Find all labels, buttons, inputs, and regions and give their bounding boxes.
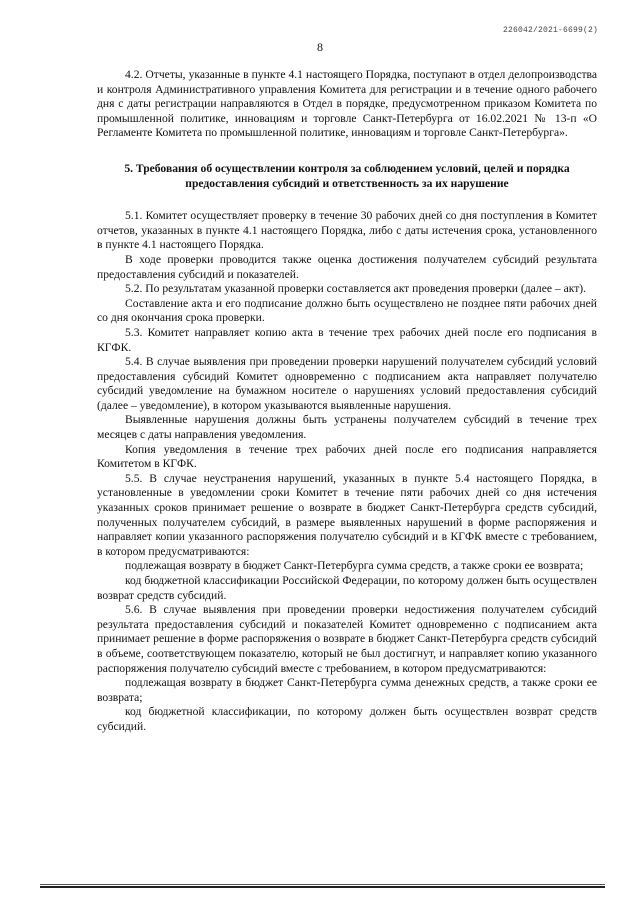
paragraph: 5.4. В случае выявления при проведении проверки нарушений получателем субсидий условий предоставления субсидий Комитет одновременно с подписанием акта направляет получателю субсидий уведомление на бумажном носителе о нарушениях условий предоставления субсидий (далее – уведомление), в котором указываются выявленные нарушения. (97, 355, 597, 412)
paragraph: код бюджетной классификации, по которому должен быть осуществлен возврат средств субсидий. (97, 705, 597, 733)
paragraph-4-2: 4.2. Отчеты, указанные в пункте 4.1 настоящего Порядка, поступают в отдел делопроизводства и контроля Административного управления Комитета для регистрации и в течение одного рабочего дня с даты регистрации направляются в Отдел в порядке, предусмотренном приказом Комитета по промышленной политике, инновациям и торговле Санкт-Петербурга от 16.02.2021 № 13-п «О Регламенте Комитета по промышленной политике, инновациям и торговле Санкт-Петербурга». (97, 68, 597, 140)
paragraph: подлежащая возврату в бюджет Санкт-Петербурга сумма средств, а также сроки ее возврата; (125, 559, 584, 573)
paragraph: 5.5. В случае неустранения нарушений, указанных в пункте 5.4 настоящего Порядка, в установленные в уведомлении сроки Комитет в течение пяти рабочих дней со дня истечения указанных сроков принимает решение о возврате в бюджет Санкт-Петербурга средств субсидий, полученных получателем субсидий, в размере выявленных нарушений в форме распоряжения и направляет копии указанного распоряжения получателю субсидий и в КГФК вместе с требованием, в котором предусматриваются: (97, 471, 597, 558)
paragraph: Копия уведомления в течение трех рабочих дней после его подписания направляется Комитетом в КГФК. (97, 442, 597, 471)
document-body (97, 68, 597, 735)
document-id: 226042/2021-6699(2) (502, 26, 598, 35)
paragraph: Составление акта и его подписание должно быть осуществлено не позднее пяти рабочих дней со дня окончания срока проверки. (97, 296, 597, 325)
paragraph: код бюджетной классификации Российской Федерации, по которому должен быть осуществлен возврат средств субсидий. (97, 574, 597, 602)
paragraph: подлежащая возврату в бюджет Санкт-Петербурга сумма денежных средств, а также сроки ее возврата; (97, 676, 597, 704)
page-number: 8 (317, 40, 323, 54)
paragraph: 5.2. По результатам указанной проверки составляется акт проведения проверки (далее – акт). (125, 282, 587, 296)
paragraph: В ходе проверки проводится также оценка достижения получателем субсидий результата предоставления субсидий и показателей. (97, 252, 597, 281)
paragraph: 5.3. Комитет направляет копию акта в течение трех рабочих дней после его подписания в КГФК. (97, 325, 597, 354)
paragraph: 5.6. В случае выявления при проведении проверки недостижения получателем субсидий результата предоставления субсидий и показателей Комитет одновременно с подписанием акта принимает решение в форме распоряжения о возврате в бюджет Санкт-Петербурга средств субсидий в объеме, соответствующем показателю, который не был достигнут, и направляет копию указанного распоряжения получателю субсидий вместе с требованием, в котором предусматриваются: (97, 603, 597, 675)
paragraph: Выявленные нарушения должны быть устранены получателем субсидий в течение трех месяцев с даты направления уведомления. (97, 413, 597, 442)
section-title: 5. Требования об осуществлении контроля за соблюдением условий, целей и порядка предоставления субсидий и ответственность за их нарушение (124, 161, 570, 190)
footer-divider (40, 884, 605, 888)
paragraph: 5.1. Комитет осуществляет проверку в течение 30 рабочих дней со дня поступления в Комитет отчетов, указанных в пункте 4.1 настоящего Порядка, либо с даты истечения срока, установленного в пункте 4.1 настоящего Порядка. (97, 209, 597, 252)
